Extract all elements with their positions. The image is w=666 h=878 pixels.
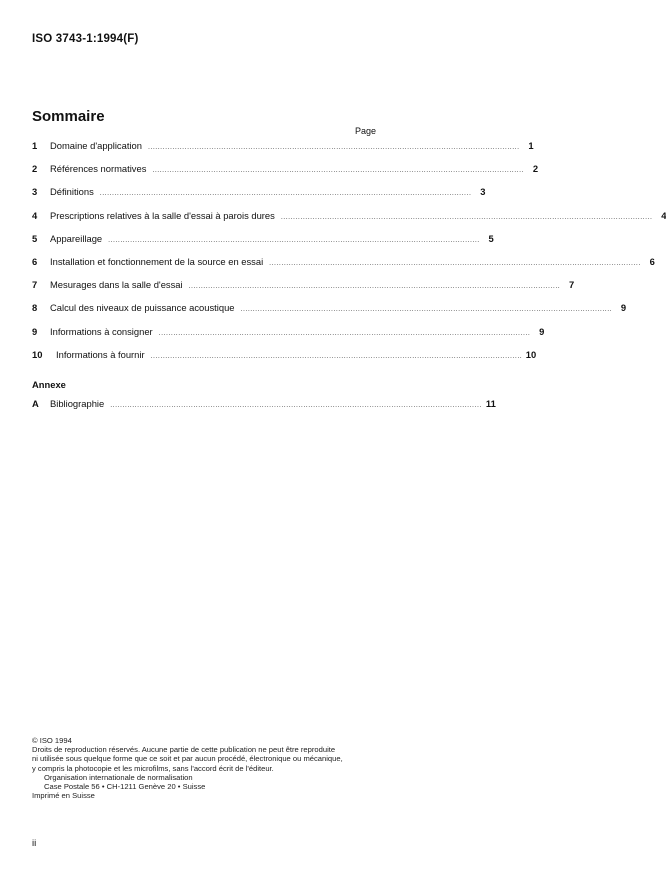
annex-contents: [32, 398, 496, 421]
toc-entry-number: 6: [32, 255, 38, 267]
toc-entry[interactable]: [32, 209, 666, 233]
toc-entry-label: Calcul des niveaux de puissance acoustique: [50, 302, 235, 314]
dot-leader: ........................................................................................................................................................: [108, 236, 480, 244]
dot-leader: ........................................................................................................................................................: [240, 306, 613, 314]
toc-entry-number: 4: [32, 209, 38, 221]
toc-entry-page: 5: [488, 232, 494, 244]
toc-entry-page: 11: [485, 398, 496, 409]
dot-leader: ........................................................................................................................................................: [152, 167, 525, 175]
toc-entry-label: Appareillage: [50, 232, 103, 244]
toc-entry[interactable]: [32, 255, 655, 279]
toc-entry[interactable]: [32, 140, 534, 163]
toc-entry-page: 3: [480, 186, 486, 198]
rights-text: y compris la photocopie et les microfilms, sans l'accord écrit de l'éditeur.: [32, 763, 274, 773]
toc-entry[interactable]: [32, 348, 537, 372]
toc-entry-label: Informations à consigner: [50, 325, 153, 337]
standard-reference: ISO 3743-1:1994(F): [32, 33, 139, 45]
toc-entry-label: Domaine d'application: [50, 140, 142, 151]
toc-entry-page: 6: [649, 255, 655, 267]
toc-entry-label: Mesurages dans la salle d'essai: [50, 279, 183, 291]
toc-entry-number: 10: [32, 348, 43, 360]
rights-text: Droits de reproduction réservés. Aucune partie de cette publication ne peut être reproduite: [32, 745, 336, 755]
dot-leader: ........................................................................................................................................................: [188, 283, 561, 291]
toc-entry[interactable]: [32, 325, 545, 349]
dot-leader: ........................................................................................................................................................: [269, 259, 641, 267]
page-column-label: Page: [355, 126, 377, 136]
toc-entry[interactable]: [32, 186, 486, 209]
contents-title: Sommaire: [32, 108, 105, 125]
dot-leader: ........................................................................................................................................................: [147, 144, 520, 151]
toc-entry-page: 2: [532, 163, 539, 175]
toc-entry[interactable]: [32, 398, 496, 421]
toc-entry-number: 1: [32, 140, 38, 151]
dot-leader: ........................................................................................................................................................: [99, 190, 472, 198]
printed-in: Imprimé en Suisse: [32, 791, 95, 801]
toc-entry-label: Références normatives: [50, 163, 147, 175]
toc-entry-number: 2: [32, 163, 38, 175]
copyright-notice: [32, 736, 382, 800]
toc-entry-label: Installation et fonctionnement de la source en essai: [50, 255, 264, 267]
rights-text: ni utilisée sous quelque forme que ce soit et par aucun procédé, électronique ou mécanique,: [32, 754, 343, 764]
toc-entry-label: Informations à fournir: [56, 348, 145, 360]
dot-leader: ........................................................................................................................................................: [280, 213, 653, 221]
dot-leader: ........................................................................................................................................................: [110, 402, 482, 409]
copyright-line: © ISO 1994: [32, 736, 72, 745]
toc-entry-number: 7: [32, 279, 38, 291]
toc-entry[interactable]: [32, 232, 494, 256]
annex-heading: Annexe: [32, 379, 66, 390]
toc-entry-page: 10: [525, 348, 537, 360]
toc-entry-page: 1: [528, 140, 534, 151]
page-number: ii: [32, 838, 37, 849]
toc-entry[interactable]: [32, 163, 539, 186]
toc-entry-page: 9: [620, 302, 627, 314]
dot-leader: ........................................................................................................................................................: [158, 329, 531, 337]
toc-entry[interactable]: [32, 279, 575, 302]
dot-leader: ........................................................................................................................................................: [150, 352, 523, 360]
toc-entry-number: A: [32, 398, 39, 409]
toc-entry-number: 9: [32, 325, 38, 337]
toc-entry[interactable]: [32, 302, 627, 325]
organization-name: Organisation internationale de normalisation: [44, 772, 193, 782]
toc-entry-label: Prescriptions relatives à la salle d'essai à parois dures: [50, 209, 275, 221]
toc-entry-label: Définitions: [50, 186, 94, 198]
toc-entry-number: 8: [32, 302, 38, 314]
toc-entry-number: 5: [32, 232, 38, 244]
toc-entry-number: 3: [32, 186, 38, 198]
table-of-contents: [32, 140, 666, 372]
toc-entry-label: Bibliographie: [50, 398, 105, 409]
organization-address: Case Postale 56 • CH-1211 Genève 20 • Suisse: [44, 782, 206, 792]
toc-entry-page: 4: [661, 209, 666, 221]
toc-entry-page: 9: [539, 325, 545, 337]
toc-entry-page: 7: [569, 279, 575, 291]
